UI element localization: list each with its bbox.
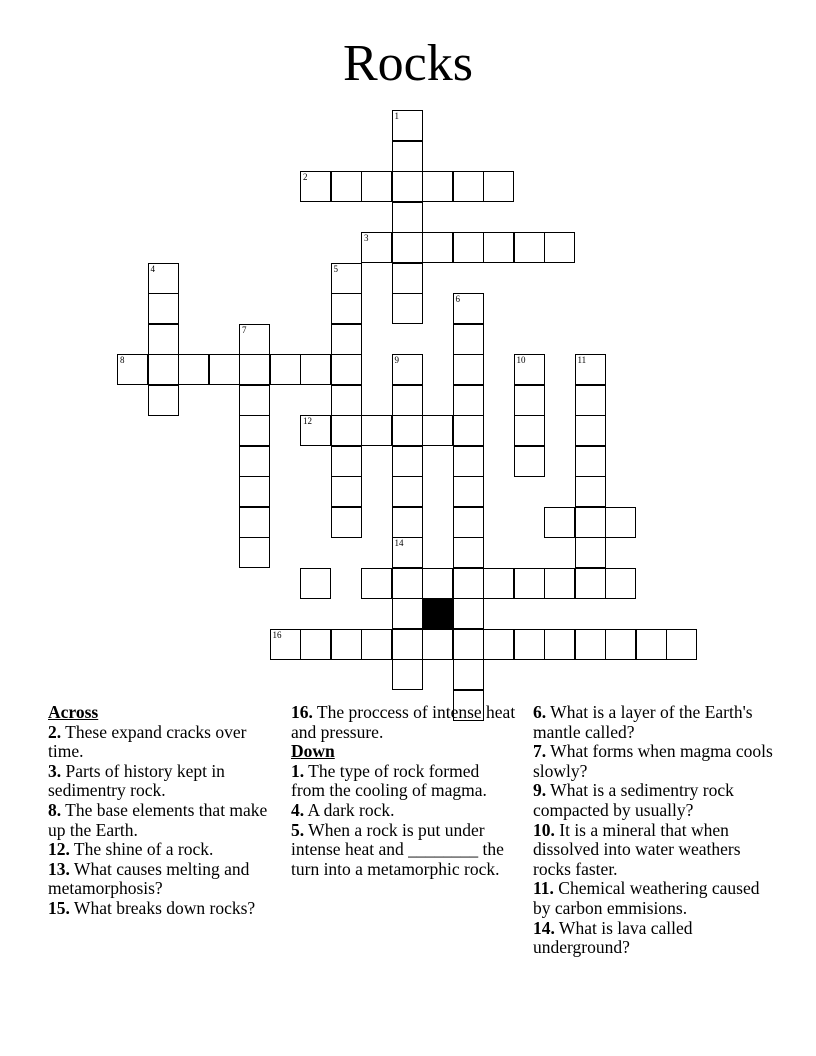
grid-cell[interactable]	[392, 202, 423, 233]
clue-column-2	[291, 703, 516, 879]
grid-cell[interactable]	[483, 568, 514, 599]
grid-cell[interactable]	[453, 446, 484, 477]
grid-cell[interactable]	[239, 385, 270, 416]
clue-number: 8	[120, 355, 125, 365]
grid-cell[interactable]	[575, 446, 606, 477]
grid-cell[interactable]	[453, 293, 484, 324]
grid-cell[interactable]	[300, 629, 331, 660]
grid-cell[interactable]	[331, 324, 362, 355]
grid-cell[interactable]	[239, 446, 270, 477]
grid-cell[interactable]	[148, 263, 179, 294]
grid-cell[interactable]	[666, 629, 697, 660]
grid-cell[interactable]	[148, 354, 179, 385]
grid-cell[interactable]	[392, 507, 423, 538]
clue-down-7: 7. What forms when magma cools slowly?	[533, 741, 773, 781]
clue-number: 1	[394, 111, 399, 121]
grid-cell[interactable]	[239, 354, 270, 385]
clue-down-1: 1. The type of rock formed from the cooling of magma.	[291, 760, 487, 801]
clue-down-5: 5. When a rock is put under intense heat and ________ the turn into a metamorphic rock.	[291, 819, 504, 879]
grid-cell[interactable]	[514, 415, 545, 446]
grid-cell[interactable]	[483, 629, 514, 660]
grid-cell[interactable]	[270, 629, 301, 660]
clue-number: 3	[364, 233, 369, 243]
grid-cell[interactable]	[331, 293, 362, 324]
grid-cell[interactable]	[453, 568, 484, 599]
grid-cell[interactable]	[544, 568, 575, 599]
grid-cell[interactable]	[331, 171, 362, 202]
grid-cell[interactable]	[239, 415, 270, 446]
grid-cell[interactable]	[544, 507, 575, 538]
page-title: Rocks	[343, 35, 473, 92]
grid-cell[interactable]	[361, 171, 392, 202]
grid-cell[interactable]	[392, 415, 423, 446]
grid-cell[interactable]	[331, 385, 362, 416]
grid-cell[interactable]	[361, 568, 392, 599]
grid-cell[interactable]	[575, 415, 606, 446]
grid-cell[interactable]	[422, 568, 453, 599]
grid-cell[interactable]	[483, 232, 514, 263]
grid-cell[interactable]	[148, 385, 179, 416]
grid-cell[interactable]	[422, 171, 453, 202]
clue-number: 6	[455, 294, 460, 304]
grid-cell[interactable]	[331, 415, 362, 446]
grid-cell[interactable]	[392, 293, 423, 324]
grid-cell[interactable]	[422, 629, 453, 660]
grid-cell[interactable]	[178, 354, 209, 385]
grid-cell[interactable]	[148, 324, 179, 355]
clue-down-10: 10. It is a mineral that when dissolved into water weathers rocks faster.	[533, 819, 741, 879]
grid-cell[interactable]	[575, 629, 606, 660]
grid-cell[interactable]	[392, 263, 423, 294]
clue-across-15: 15. What breaks down rocks?	[48, 897, 256, 918]
grid-cell[interactable]	[270, 354, 301, 385]
grid-cell[interactable]	[392, 629, 423, 660]
grid-cell[interactable]	[300, 415, 331, 446]
grid-cell[interactable]	[392, 385, 423, 416]
grid-cell[interactable]	[605, 568, 636, 599]
grid-cell[interactable]	[453, 324, 484, 355]
grid-cell[interactable]	[392, 354, 423, 385]
grid-cell[interactable]	[392, 141, 423, 172]
grid-cell[interactable]	[453, 598, 484, 629]
grid-cell[interactable]	[453, 507, 484, 538]
clue-across-16: 16. The proccess of intense heat and pressure.	[291, 702, 516, 742]
grid-cell[interactable]	[392, 110, 423, 141]
grid-cell[interactable]	[209, 354, 240, 385]
grid-cell[interactable]	[483, 171, 514, 202]
clue-across-13: 13. What causes melting and metamorphosis?	[48, 858, 250, 899]
grid-cell[interactable]	[361, 415, 392, 446]
grid-cell[interactable]	[605, 629, 636, 660]
grid-cell[interactable]	[331, 263, 362, 294]
grid-cell[interactable]	[239, 537, 270, 568]
clue-down-9: 9. What is a sedimentry rock compacted by usually?	[533, 780, 734, 820]
grid-cell[interactable]	[239, 324, 270, 355]
grid-cell[interactable]	[422, 415, 453, 446]
clue-number: 9	[394, 355, 399, 365]
clue-down-6: 6. What is a layer of the Earth's mantle called?	[533, 702, 753, 742]
grid-cell[interactable]	[575, 385, 606, 416]
grid-cell[interactable]	[392, 446, 423, 477]
clue-down-11: 11. Chemical weathering caused by carbon emmisions.	[533, 878, 760, 918]
grid-cell[interactable]	[148, 293, 179, 324]
grid-cell[interactable]	[514, 446, 545, 477]
grid-cell[interactable]	[392, 232, 423, 263]
grid-cell[interactable]	[392, 476, 423, 507]
clue-number: 11	[577, 355, 587, 365]
clue-number: 14	[394, 538, 404, 548]
grid-cell[interactable]	[514, 232, 545, 263]
clue-number: 4	[150, 263, 155, 274]
grid-cell[interactable]	[575, 507, 606, 538]
grid-cell[interactable]	[331, 354, 362, 385]
grid-cell[interactable]	[331, 629, 362, 660]
grid-cell[interactable]	[575, 568, 606, 599]
grid-cell[interactable]	[453, 171, 484, 202]
clue-number: 7	[242, 324, 247, 335]
clue-column-1	[48, 703, 280, 919]
clue-number: 16	[272, 629, 282, 640]
grid-cell[interactable]	[392, 171, 423, 202]
grid-cell[interactable]	[422, 232, 453, 263]
grid-cell[interactable]	[453, 537, 484, 568]
grid-cell[interactable]	[453, 354, 484, 385]
grid-cell[interactable]	[300, 171, 331, 202]
grid-cell[interactable]	[575, 537, 606, 568]
grid-cell[interactable]	[514, 354, 545, 385]
grid-cell[interactable]	[392, 598, 423, 629]
grid-cell[interactable]	[575, 476, 606, 507]
grid-cell[interactable]	[117, 354, 148, 385]
clue-number: 2	[303, 172, 308, 182]
grid-cell[interactable]	[453, 476, 484, 507]
grid-cell[interactable]	[605, 507, 636, 538]
down-heading: Down	[291, 741, 335, 762]
clue-down-14: 14. What is lava called underground?	[533, 917, 693, 958]
grid-cell[interactable]	[636, 629, 667, 660]
clue-across-3: 3. Parts of history kept in sedimentry rock.	[48, 760, 225, 801]
clue-down-4: 4. A dark rock.	[291, 799, 395, 820]
grid-cell[interactable]	[239, 476, 270, 507]
clue-number: 5	[333, 263, 338, 274]
grid-cell[interactable]	[239, 507, 270, 538]
grid-cell[interactable]	[514, 385, 545, 416]
grid-cell[interactable]	[575, 354, 606, 385]
grid-cell[interactable]	[300, 354, 331, 385]
grid-cell[interactable]	[361, 232, 392, 263]
across-heading: Across	[48, 702, 99, 722]
grid-cell[interactable]	[453, 659, 484, 690]
clue-number: 10	[516, 355, 526, 365]
clue-across-12: 12. The shine of a rock.	[48, 839, 214, 860]
grid-cell[interactable]	[514, 568, 545, 599]
grid-cell[interactable]	[361, 629, 392, 660]
grid-cell[interactable]	[453, 629, 484, 660]
grid-cell[interactable]	[300, 568, 331, 599]
grid-cell[interactable]	[544, 629, 575, 660]
grid-cell[interactable]	[453, 415, 484, 446]
grid-cell[interactable]	[392, 537, 423, 568]
grid-cell[interactable]	[331, 476, 362, 507]
grid-cell[interactable]	[453, 385, 484, 416]
grid-cell[interactable]	[331, 507, 362, 538]
clue-across-2: 2. These expand cracks over time.	[48, 721, 247, 762]
clue-column-3	[533, 703, 773, 958]
grid-cell[interactable]	[453, 232, 484, 263]
clue-number: 12	[303, 416, 312, 426]
grid-cell[interactable]	[331, 446, 362, 477]
grid-cell[interactable]	[544, 232, 575, 263]
grid-cell[interactable]	[392, 659, 423, 690]
grid-cell[interactable]	[392, 568, 423, 599]
grid-block-cell	[422, 598, 453, 629]
clue-across-8: 8. The base elements that make up the Earth.	[48, 799, 268, 840]
grid-cell[interactable]	[514, 629, 545, 660]
